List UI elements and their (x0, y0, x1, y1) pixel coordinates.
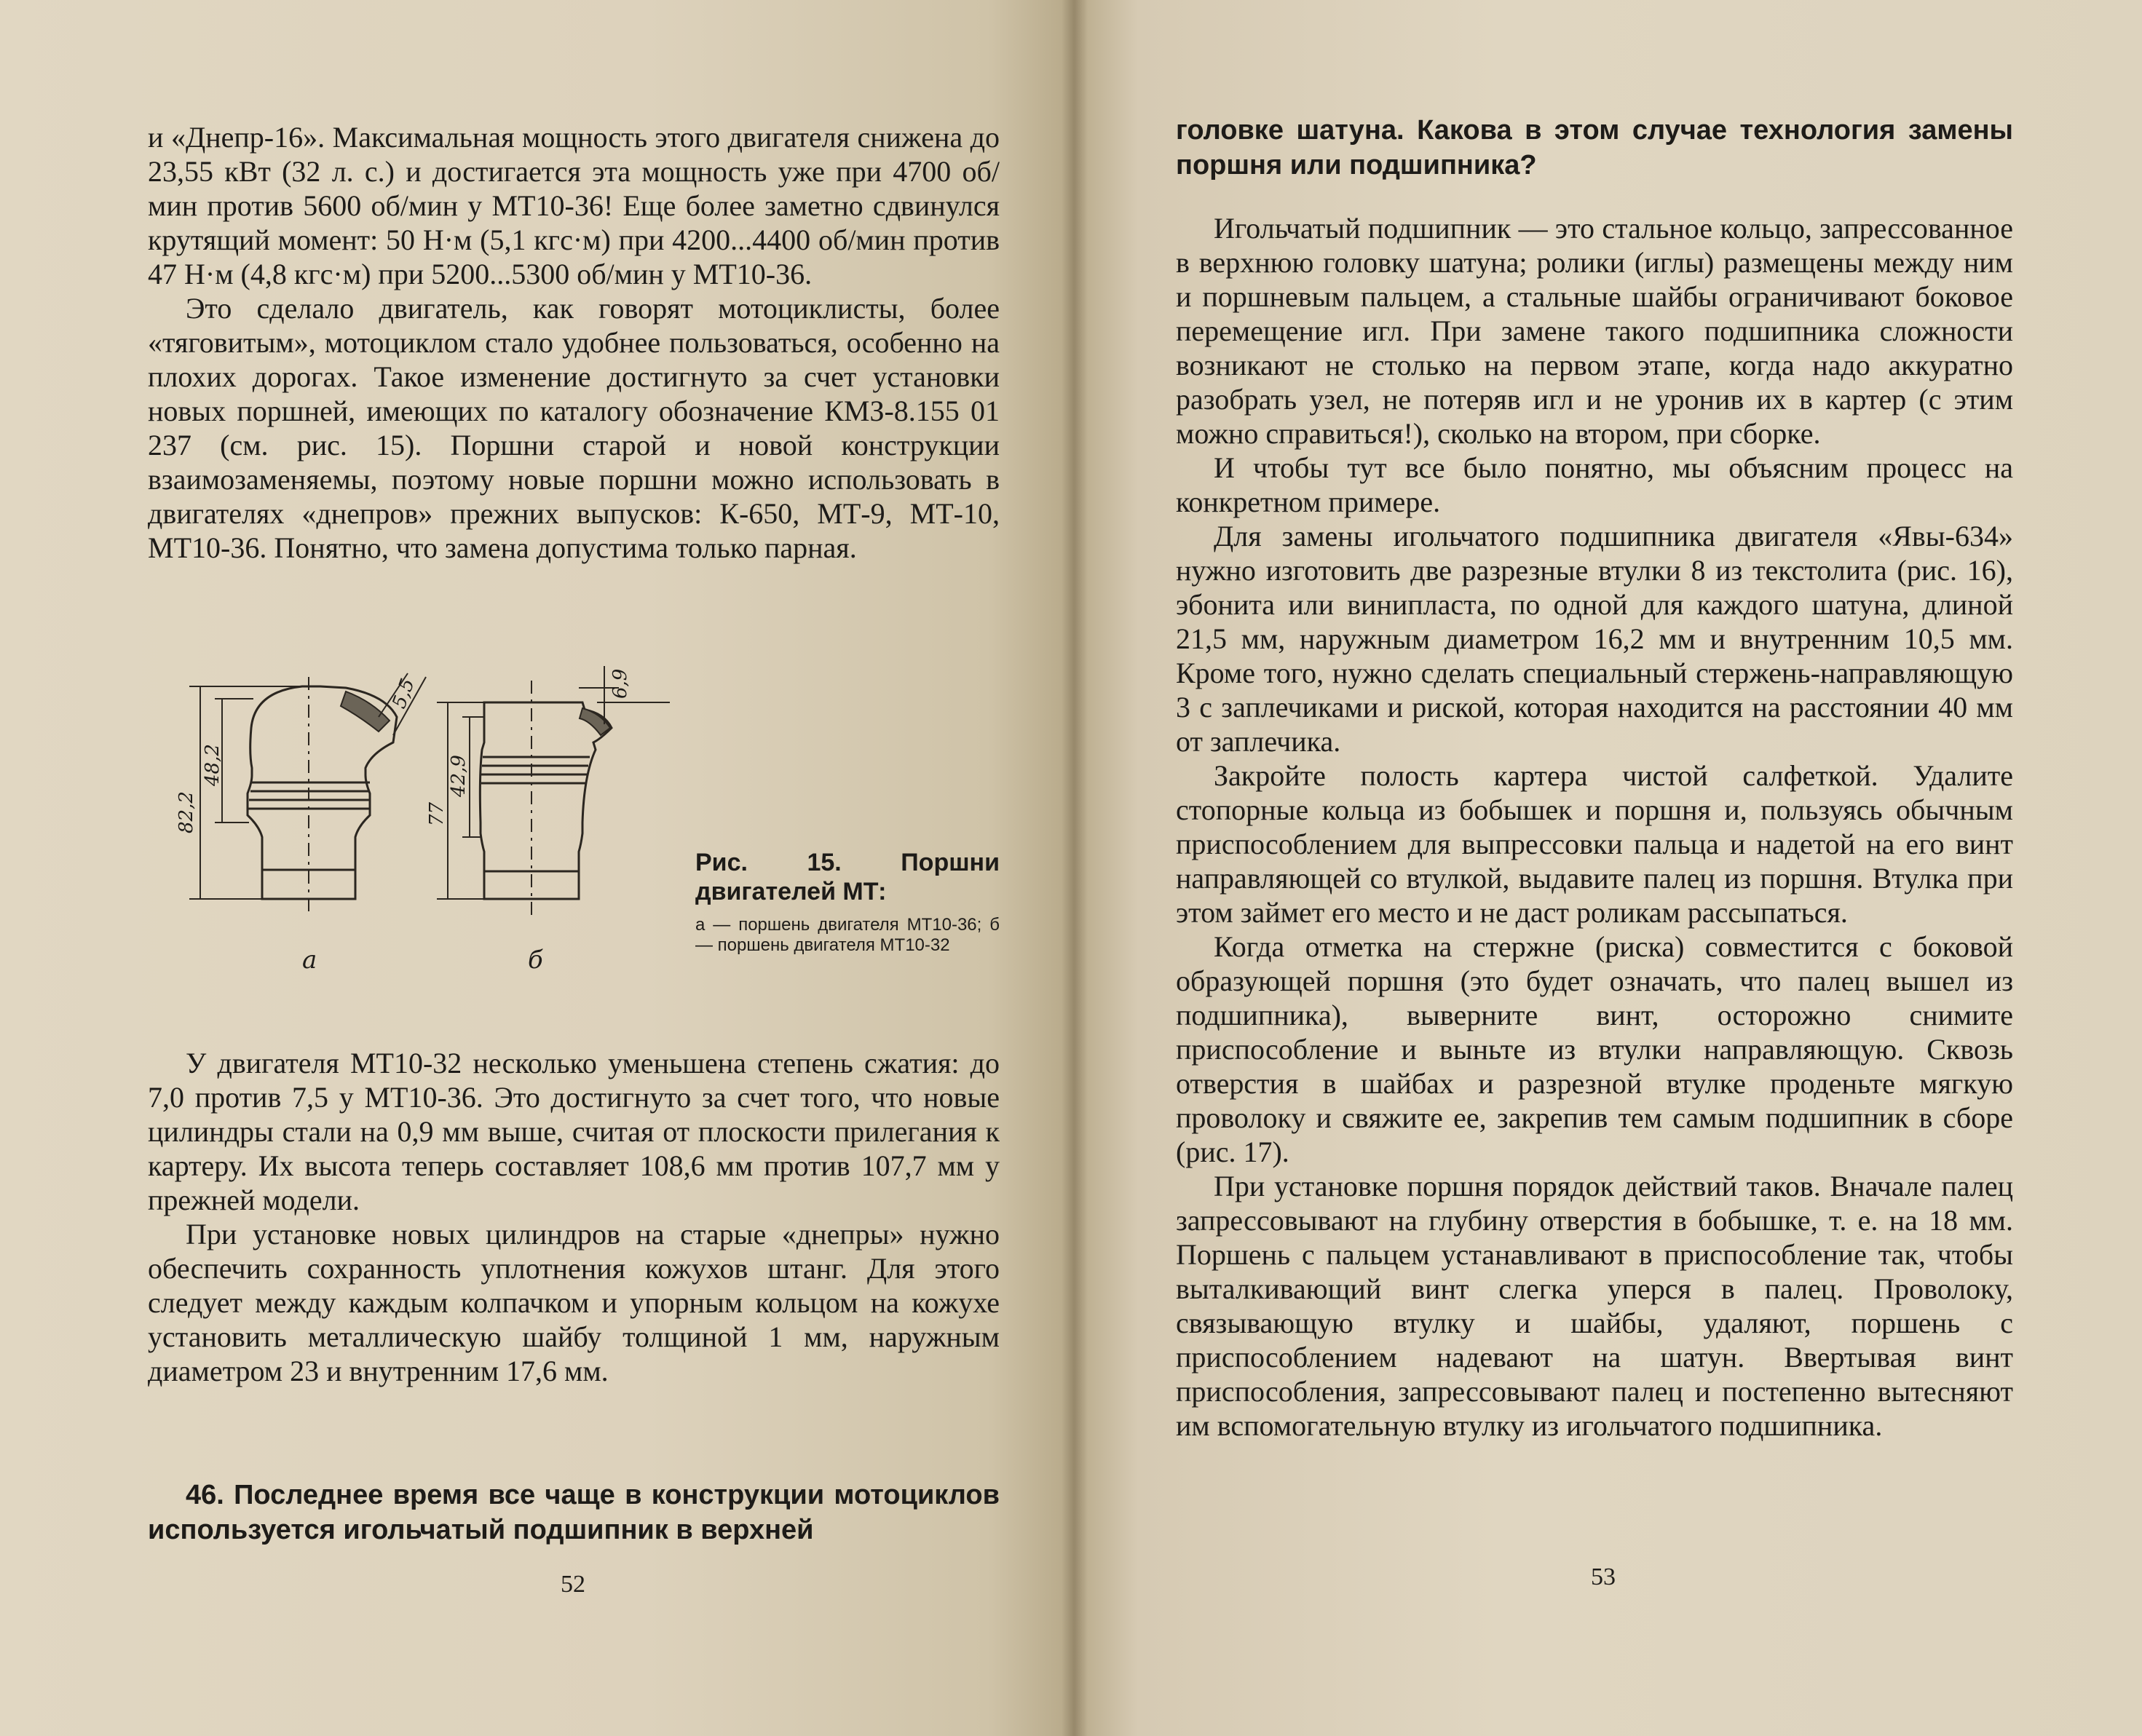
dim-inner-b: 42,9 (448, 755, 470, 797)
page-number-right: 53 (1591, 1563, 1616, 1590)
label-b: б (528, 946, 543, 975)
label-a: а (302, 946, 317, 975)
right-paragraph: Игольчатый подшипник — это стальное кольцо, запрессованное в верхнюю головку шатуна; ролики (иглы) размещены между ним и поршневым пальцем, а стальные шайбы ограничивают боковое перемещение игл. При замене такого подшипника сложности возникают не столько на первом этапе, когда надо аккуратно разобрать узел, не потеряв игл и не уронив их в картер (с этим можно справиться!), сколько на втором, при сборке. (1176, 212, 2013, 450)
right-paragraph: При установке поршня порядок действий таков. Вначале палец запрессовывают на глубину отверстия в бобышке, т. е. на 18 мм. Поршень с пальцем устанавливают в приспособление так, чтобы выталкивающий винт слегка уперся в палец. Проволоку, связывающую втулку и шайбы, удаляют, поршень с приспособлением надевают на шатун. Ввертывая винт приспособления, запрессовывают палец и постепенно вытесняют им вспомогательную втулку из игольчатого подшипника. (1176, 1170, 2013, 1442)
question-heading-start: 46. Последнее время все чаще в конструкции мотоциклов используется игольчатый подшипник в верхней (148, 1480, 1000, 1545)
dim-inner-a: 48,2 (202, 744, 224, 786)
left-paragraph: У двигателя МТ10-32 несколько уменьшена степень сжатия: до 7,0 против 7,5 у МТ10-36. Это достигнуто за счет того, что новые цилиндры стали на 0,9 мм выше, считая от плоскости прилегания к картеру. Их высота теперь составляет 108,6 мм против 107,7 мм у прежней модели. (148, 1047, 1000, 1216)
right-page (1074, 0, 2142, 1736)
caption-title: Рис. 15. Поршни двигателей МТ: (695, 849, 1000, 905)
left-text-top (148, 120, 1000, 565)
left-paragraph: Это сделало двигатель, как говорят мотоциклисты, более «тяговитым», мотоциклом стало удобнее пользоваться, особенно на плохих дорогах. Такое изменение достигнуто за счет установки новых поршней, имеющих по каталогу обозначение КМЗ-8.155 01 237 (см. рис. 15). Поршни старой и новой конструкции взаимозаменяемы, поэтому новые поршни можно использовать в двигателях «днепров» прежних выпусков: К-650, МТ-9, МТ-10, МТ10-36. Понятно, что замена допустима только парная. (148, 292, 1000, 564)
right-paragraph: Закройте полость картера чистой салфеткой. Удалите стопорные кольца из бобышек и поршня и, пользуясь обычным приспособлением для выпрессовки пальца и надетой на его винт направляющей со втулкой, выдавите палец из поршня. Втулка при этом займет его место и не даст роликам рассыпаться. (1176, 759, 2013, 929)
piston-figure (175, 666, 699, 979)
dim-angle-a: 5,5 (388, 675, 419, 712)
right-paragraph: Для замены игольчатого подшипника двигателя «Явы-634» нужно изготовить две разрезные втулки 8 из текстолита (рис. 16), эбонита или винипласта, по одной для каждого шатуна, длиной 21,5 мм, наружным диаметром 16,2 мм и внутренним 10,5 мм. Кроме того, нужно сделать специальный стержень-направляющую 3 с заплечиками и риской, которая находится на расстоянии 40 мм от заплечика. (1176, 520, 2013, 758)
dim-total-b: 77 (426, 801, 448, 826)
left-paragraph: и «Днепр-16». Максимальная мощность этого двигателя снижена до 23,55 кВт (32 л. с.) и достигается эта мощность уже при 4700 об/мин против 5600 об/мин у МТ10-36! Еще более заметно сдвинулся крутящий момент: 50 Н·м (5,1 кгс·м) при 4200...4400 об/мин против 47 Н·м (4,8 кгс·м) при 5200...5300 об/мин у МТ10-36. (148, 121, 1000, 290)
book-gutter (1062, 0, 1088, 1736)
question-heading-end: головке шатуна. Какова в этом случае технология замены поршня или подшипника? (1176, 115, 2013, 181)
piston-a-drawing (189, 673, 426, 913)
right-paragraph: Когда отметка на стержне (риска) совместится с боковой образующей поршня (это будет означать, что палец вышел из подшипника), выверните винт, осторожно снимите приспособление и выньте из втулки направляющую. Сквозь отверстия в шайбах и разрезной втулке проденьте мягкую проволоку и свяжите ее, закрепив тем самым подшипник в сборе (рис. 17). (1176, 930, 2013, 1168)
left-text-bottom (148, 1046, 1000, 1388)
right-text (1176, 211, 2013, 1443)
right-question (1176, 113, 2013, 183)
left-question (148, 1478, 1000, 1547)
dim-top-b: 6,9 (609, 668, 631, 699)
caption-body: а — поршень двигателя МТ10-36; б — поршень двигателя МТ10-32 (695, 915, 1000, 955)
piston-b-drawing (437, 666, 670, 917)
page-number-left: 52 (561, 1571, 585, 1598)
right-paragraph: И чтобы тут все было понятно, мы объясним процесс на конкретном примере. (1176, 451, 2013, 518)
left-paragraph: При установке новых цилиндров на старые «днепры» нужно обеспечить сохранность уплотнения кожухов штанг. Для этого следует между каждым колпачком и упорным кольцом на кожухе установить металлическую шайбу толщиной 1 мм, наружным диаметром 23 и внутренним 17,6 мм. (148, 1218, 1000, 1387)
figure-caption (695, 848, 1000, 956)
dim-total-a: 82,2 (175, 791, 197, 833)
